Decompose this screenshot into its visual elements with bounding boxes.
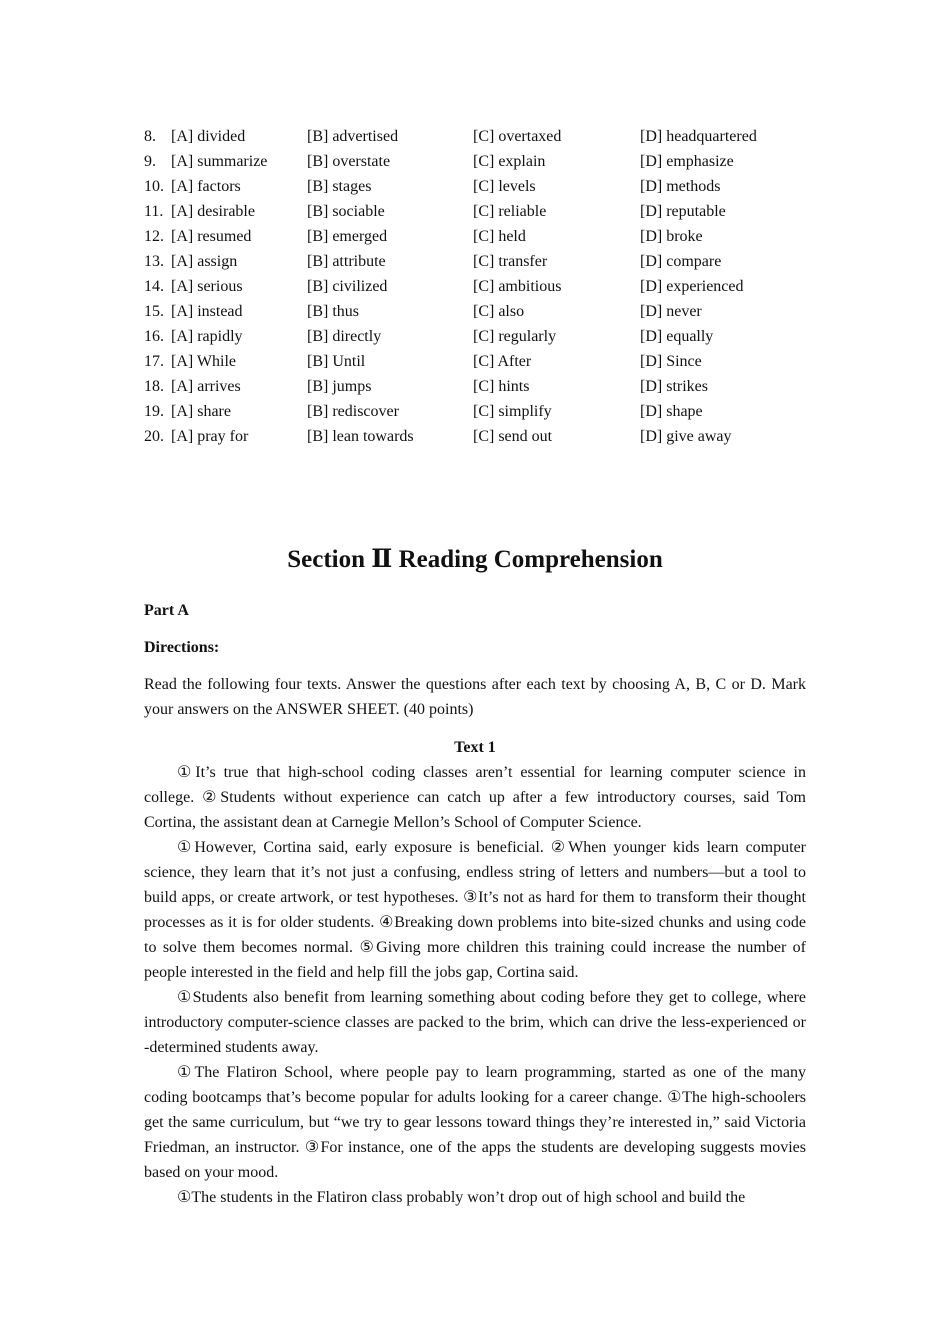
- option-b: [B] directly: [307, 328, 382, 345]
- question-number: 15.: [144, 303, 164, 320]
- option-b: [B] stages: [307, 178, 372, 195]
- question-number: 14.: [144, 278, 164, 295]
- question-number: 9.: [144, 153, 156, 170]
- option-d: [D] strikes: [640, 378, 708, 395]
- question-number: 16.: [144, 328, 164, 345]
- option-row: [144, 174, 806, 199]
- option-c: [C] hints: [473, 378, 530, 395]
- paragraph: ①Students also benefit from learning something about coding before they get to college, where introductory computer-science classes are packed to the brim, which can drive the less-experienced or -determined students away.: [144, 989, 806, 1056]
- option-b: [B] emerged: [307, 228, 388, 245]
- option-row: [144, 324, 806, 349]
- option-row: [144, 249, 806, 274]
- option-row: [144, 299, 806, 324]
- option-d: [D] headquartered: [640, 128, 757, 145]
- question-number: 8.: [144, 128, 156, 145]
- option-b: [B] overstate: [307, 153, 391, 170]
- option-c: [C] held: [473, 228, 526, 245]
- option-a: [A] pray for: [171, 428, 249, 445]
- option-row: [144, 274, 806, 299]
- option-c: [C] also: [473, 303, 525, 320]
- option-c: [C] levels: [473, 178, 536, 195]
- option-a: [A] share: [171, 403, 231, 420]
- option-d: [D] give away: [640, 428, 732, 445]
- option-c: [C] reliable: [473, 203, 547, 220]
- option-a: [A] assign: [171, 253, 238, 270]
- question-number: 13.: [144, 253, 164, 270]
- directions-heading: Directions:: [144, 639, 220, 656]
- question-number: 20.: [144, 428, 164, 445]
- option-d: [D] equally: [640, 328, 714, 345]
- option-b: [B] civilized: [307, 278, 388, 295]
- paragraph: ①It’s true that high-school coding classes aren’t essential for learning computer science in college. ②Students without experience can catch up after a few introductory courses, said Tom Cortina, the assistant dean at Carnegie Mellon’s School of Computer Science.: [144, 764, 806, 831]
- text-title: Text 1: [454, 739, 496, 756]
- option-c: [C] ambitious: [473, 278, 562, 295]
- question-number: 19.: [144, 403, 164, 420]
- option-d: [D] methods: [640, 178, 721, 195]
- option-a: [A] desirable: [171, 203, 255, 220]
- paragraph: ①However, Cortina said, early exposure is beneficial. ②When younger kids learn computer science, they learn that it’s not just a confusing, endless string of letters and numbers—but a tool to build apps, or create artwork, or test hypotheses. ③It’s not as hard for them to transform their thought processes as it is for older students. ④Breaking down problems into bite-sized chunks and using code to solve them becomes normal. ⑤Giving more children this training could increase the number of people interested in the field and help fill the jobs gap, Cortina said.: [144, 839, 806, 981]
- section-title: Section Ⅱ Reading Comprehension: [287, 546, 663, 573]
- option-a: [A] arrives: [171, 378, 241, 395]
- option-d: [D] reputable: [640, 203, 726, 220]
- option-a: [A] resumed: [171, 228, 252, 245]
- option-a: [A] divided: [171, 128, 246, 145]
- paragraph: ①The students in the Flatiron class probably won’t drop out of high school and build the: [177, 1189, 746, 1206]
- option-row: [144, 424, 806, 449]
- option-c: [C] regularly: [473, 328, 557, 345]
- option-c: [C] send out: [473, 428, 553, 445]
- option-d: [D] shape: [640, 403, 703, 420]
- option-d: [D] experienced: [640, 278, 744, 295]
- paragraph: ①The Flatiron School, where people pay to learn programming, started as one of the many coding bootcamps that’s become popular for adults looking for a career change. ①The high-schoolers get the same curriculum, but “we try to gear lessons toward things they’re interested in,” said Victoria Friedman, an instructor. ③For instance, one of the apps the students are developing suggests movies based on your mood.: [144, 1064, 806, 1181]
- option-d: [D] compare: [640, 253, 722, 270]
- option-d: [D] never: [640, 303, 702, 320]
- directions-text: Read the following four texts. Answer the questions after each text by choosing A, B, C or D. Mark your answers on the ANSWER SHEET. (40 points): [144, 676, 806, 718]
- option-c: [C] transfer: [473, 253, 548, 270]
- option-d: [D] broke: [640, 228, 703, 245]
- option-row: [144, 374, 806, 399]
- option-b: [B] jumps: [307, 378, 372, 395]
- option-row: [144, 224, 806, 249]
- option-b: [B] rediscover: [307, 403, 399, 420]
- option-row: [144, 149, 806, 174]
- exam-page: [144, 124, 806, 1206]
- option-b: [B] advertised: [307, 128, 399, 145]
- cloze-options-list: [144, 124, 806, 449]
- option-c: [C] overtaxed: [473, 128, 562, 145]
- option-a: [A] summarize: [171, 153, 268, 170]
- question-number: 17.: [144, 353, 164, 370]
- option-b: [B] Until: [307, 353, 366, 370]
- question-number: 18.: [144, 378, 164, 395]
- part-heading: Part A: [144, 602, 189, 619]
- option-a: [A] instead: [171, 303, 243, 320]
- option-a: [A] rapidly: [171, 328, 243, 345]
- option-row: [144, 124, 806, 149]
- option-c: [C] simplify: [473, 403, 552, 420]
- question-number: 10.: [144, 178, 164, 195]
- option-b: [B] sociable: [307, 203, 385, 220]
- option-d: [D] Since: [640, 353, 702, 370]
- option-d: [D] emphasize: [640, 153, 734, 170]
- option-row: [144, 399, 806, 424]
- reading-text-1: [144, 735, 806, 1210]
- option-b: [B] lean towards: [307, 428, 414, 445]
- option-a: [A] While: [171, 353, 237, 370]
- option-row: [144, 349, 806, 374]
- option-a: [A] serious: [171, 278, 243, 295]
- option-c: [C] explain: [473, 153, 546, 170]
- option-c: [C] After: [473, 353, 532, 370]
- question-number: 12.: [144, 228, 164, 245]
- option-row: [144, 199, 806, 224]
- option-b: [B] attribute: [307, 253, 386, 270]
- question-number: 11.: [144, 203, 164, 220]
- option-b: [B] thus: [307, 303, 359, 320]
- option-a: [A] factors: [171, 178, 241, 195]
